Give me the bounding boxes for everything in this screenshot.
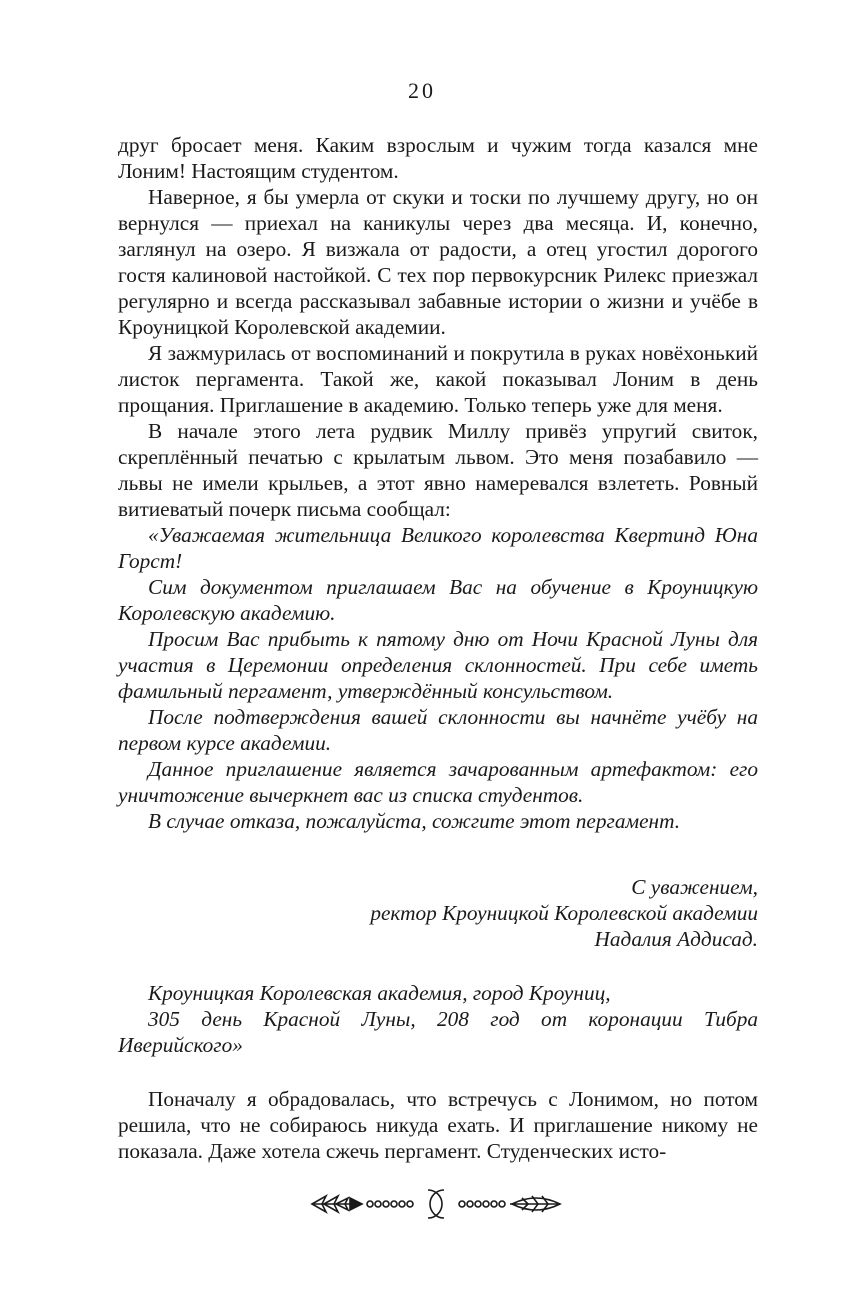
main-text-block: [118, 132, 758, 834]
place-line: Кроуницкая Королевская академия, город Кроуниц,: [148, 981, 611, 1005]
letter-paragraph-2: Просим Вас прибыть к пятому дню от Ночи Красной Луны для участия в Церемонии определения склонностей. При себе иметь фамильный пергамент, утверждённый консульством.: [118, 627, 758, 703]
paragraph-1: друг бросает меня. Каким взрослым и чужим тогда казался мне Лоним! Настоящим студентом.: [118, 133, 758, 183]
letter-paragraph-1: Сим документом приглашаем Вас на обучение в Кроуницкую Королевскую академию.: [118, 575, 758, 625]
closing-text-block: [118, 1086, 758, 1164]
letter-paragraph-4: Данное приглашение является зачарованным артефактом: его уничтожение вычеркнет вас из списка студентов.: [118, 757, 758, 807]
letter-paragraph-5: В случае отказа, пожалуйста, сожгите этот пергамент.: [148, 809, 681, 833]
signature-line-1: С уважением,: [631, 875, 758, 899]
letter-paragraph-3: После подтверждения вашей склонности вы начнёте учёбу на первом курсе академии.: [118, 705, 758, 755]
paragraph-3: Я зажмурилась от воспоминаний и покрутила в руках новёхонький листок пергамента. Такой же, какой показывал Лоним в день прощания. Приглашение в академию. Только теперь уже для меня.: [118, 341, 758, 417]
signature-line-3: Надалия Аддисад.: [594, 927, 758, 951]
paragraph-4: В начале этого лета рудвик Миллу привёз упругий свиток, скреплённый печатью с крылатым львом. Это меня позабавило — львы не имели крыльев, а этот явно намеревался взлететь. Ровный витиеватый почерк письма сообщал:: [118, 419, 758, 521]
letter-greeting: «Уважаемая жительница Великого королевства Квертинд Юна Горст!: [118, 523, 758, 573]
signature-line-2: ректор Кроуницкой Королевской академии: [370, 901, 758, 925]
page-number: 20: [408, 78, 436, 103]
paragraph-2: Наверное, я бы умерла от скуки и тоски по лучшему другу, но он вернулся — приехал на каникулы через два месяца. И, конечно, заглянул на озеро. Я визжала от радости, а отец угостил дорогого гостя калиновой настойкой. С тех пор первокурсник Рилекс приезжал регулярно и всегда рассказывал забавные истории о жизни и учёбе в Кроуницкой Королевской академии.: [118, 185, 758, 339]
date-line: 305 день Красной Луны, 208 год от коронации Тибра Иверийского»: [118, 1007, 758, 1057]
letter-signature: [118, 874, 758, 952]
arrow-moon-ornament-icon: [310, 1184, 562, 1224]
left-arrowhead-icon: [350, 1198, 362, 1210]
letter-place-date: [118, 980, 758, 1058]
paragraph-closing: Поначалу я обрадовалась, что встречусь с Лонимом, но потом решила, что не собираюсь никуда ехать. И приглашение никому не показала. Даже хотела сжечь пергамент. Студенческих исто-: [118, 1087, 758, 1163]
